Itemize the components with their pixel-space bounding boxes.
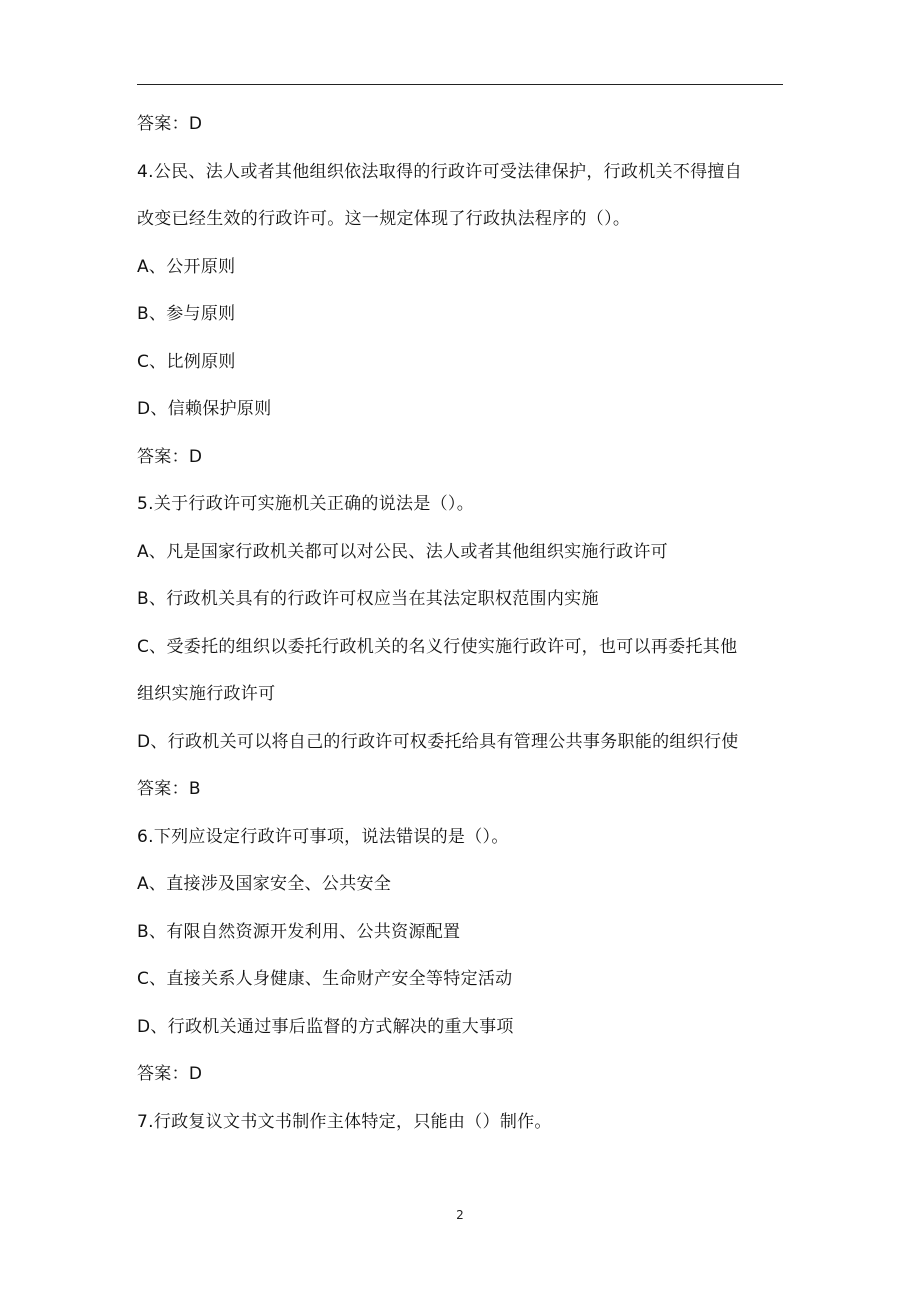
question-6-option-a: A、直接涉及国家安全、公共安全 bbox=[137, 874, 392, 894]
question-6-text: 6.下列应设定行政许可事项，说法错误的是（）。 bbox=[137, 826, 509, 847]
question-4-option-c: C、比例原则 bbox=[137, 351, 236, 372]
question-5-answer: 答案：B bbox=[137, 779, 201, 799]
question-6-option-c: C、直接关系人身健康、生命财产安全等特定活动 bbox=[137, 969, 513, 989]
question-7-text: 7.行政复议文书文书制作主体特定，只能由（）制作。 bbox=[137, 1111, 552, 1132]
question-4-option-a: A、公开原则 bbox=[137, 256, 236, 277]
page-number: 2 bbox=[456, 1208, 464, 1222]
question-5-option-d: D、行政机关可以将自己的行政许可权委托给具有管理公共事务职能的组织行使 bbox=[137, 731, 739, 752]
question-5-option-b: B、行政机关具有的行政许可权应当在其法定职权范围内实施 bbox=[137, 589, 599, 609]
question-4-option-b: B、参与原则 bbox=[137, 304, 236, 324]
question-5-option-c-cont: 组织实施行政许可 bbox=[137, 684, 276, 704]
header-rule bbox=[137, 84, 783, 85]
answer-line: 答案：D bbox=[137, 114, 203, 134]
question-5-option-a: A、凡是国家行政机关都可以对公民、法人或者其他组织实施行政许可 bbox=[137, 541, 668, 562]
question-6-option-d: D、行政机关通过事后监督的方式解决的重大事项 bbox=[137, 1016, 514, 1037]
question-6-answer: 答案：D bbox=[137, 1064, 203, 1084]
document-body bbox=[137, 114, 797, 1159]
question-4-text-cont: 改变已经生效的行政许可。这一规定体现了行政执法程序的（）。 bbox=[137, 209, 631, 229]
question-4-text: 4.公民、法人或者其他组织依法取得的行政许可受法律保护，行政机关不得擅自 bbox=[137, 161, 743, 182]
question-4-answer: 答案：D bbox=[137, 446, 203, 467]
question-5-text: 5.关于行政许可实施机关正确的说法是（）。 bbox=[137, 494, 475, 514]
question-5-option-c: C、受委托的组织以委托行政机关的名义行使实施行政许可，也可以再委托其他 bbox=[137, 636, 738, 657]
question-6-option-b: B、有限自然资源开发利用、公共资源配置 bbox=[137, 921, 461, 942]
question-4-option-d: D、信赖保护原则 bbox=[137, 399, 272, 419]
